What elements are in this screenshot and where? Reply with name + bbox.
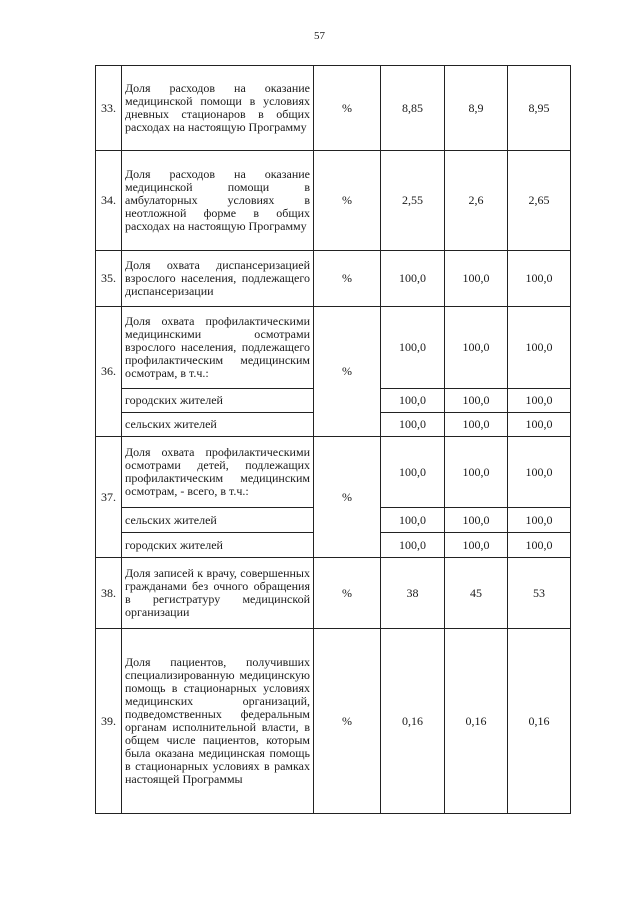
- subrow-name: городских жителей: [122, 533, 314, 558]
- table-row: [96, 151, 571, 251]
- value-cell: 8,95: [508, 66, 571, 151]
- value-cell: 100,0: [508, 437, 571, 508]
- value-cell: 38: [381, 558, 445, 629]
- unit-cell: %: [314, 629, 381, 814]
- value-cell: 0,16: [508, 629, 571, 814]
- value-cell: 100,0: [381, 533, 445, 558]
- value-cell: 8,85: [381, 66, 445, 151]
- value-cell: 100,0: [445, 251, 508, 307]
- value-cell: 100,0: [381, 307, 445, 389]
- subrow-name: сельских жителей: [122, 413, 314, 437]
- value-cell: 100,0: [381, 508, 445, 533]
- value-cell: 100,0: [508, 508, 571, 533]
- value-cell: 100,0: [445, 389, 508, 413]
- row-number: 34.: [96, 151, 122, 251]
- indicator-name: Доля расходов на оказание медицинской помощи в условиях дневных стационаров в общих расходах на настоящую Программу: [122, 66, 314, 151]
- value-cell: 0,16: [381, 629, 445, 814]
- value-cell: 53: [508, 558, 571, 629]
- value-cell: 100,0: [508, 389, 571, 413]
- row-number: 33.: [96, 66, 122, 151]
- value-cell: 100,0: [508, 413, 571, 437]
- unit-cell: %: [314, 437, 381, 558]
- indicator-name: Доля охвата профилактическими осмотрами детей, подлежащих профилактическим медицинским осмотрам, - всего, в т.ч.:: [122, 437, 314, 508]
- table-row: [96, 437, 571, 508]
- value-cell: 2,55: [381, 151, 445, 251]
- value-cell: 100,0: [381, 413, 445, 437]
- indicator-name: Доля пациентов, получивших специализированную медицинскую помощь в стационарных условиях медицинских организаций, подведомственных федеральным органам исполнительной власти, в общем числе пациентов, которым была оказана медицинская помощь в стационарных условиях в рамках настоящей Программы: [122, 629, 314, 814]
- value-cell: 100,0: [445, 413, 508, 437]
- value-cell: 100,0: [381, 251, 445, 307]
- subrow-name: городских жителей: [122, 389, 314, 413]
- table-row: [96, 66, 571, 151]
- value-cell: 45: [445, 558, 508, 629]
- row-number: 39.: [96, 629, 122, 814]
- table-row: [96, 307, 571, 389]
- indicator-name: Доля расходов на оказание медицинской помощи в амбулаторных условиях в неотложной форме в общих расходах на настоящую Программу: [122, 151, 314, 251]
- indicators-table: [95, 65, 571, 814]
- value-cell: 100,0: [508, 251, 571, 307]
- value-cell: 100,0: [508, 307, 571, 389]
- row-number: 38.: [96, 558, 122, 629]
- subrow-name: сельских жителей: [122, 508, 314, 533]
- value-cell: 2,6: [445, 151, 508, 251]
- row-number: 36.: [96, 307, 122, 437]
- table-row: [96, 251, 571, 307]
- table-row: [96, 558, 571, 629]
- value-cell: 8,9: [445, 66, 508, 151]
- value-cell: 100,0: [381, 389, 445, 413]
- page-number: 57: [314, 30, 325, 42]
- indicator-name: Доля охвата диспансеризацией взрослого населения, подлежащего диспансеризации: [122, 251, 314, 307]
- unit-cell: %: [314, 558, 381, 629]
- indicator-name: Доля охвата профилактическими медицинскими осмотрами взрослого населения, подлежащего профилактическим медицинским осмотрам, в т.ч.:: [122, 307, 314, 389]
- unit-cell: %: [314, 151, 381, 251]
- value-cell: 100,0: [445, 437, 508, 508]
- value-cell: 100,0: [508, 533, 571, 558]
- unit-cell: %: [314, 66, 381, 151]
- unit-cell: %: [314, 251, 381, 307]
- row-number: 35.: [96, 251, 122, 307]
- unit-cell: %: [314, 307, 381, 437]
- value-cell: 100,0: [445, 508, 508, 533]
- value-cell: 100,0: [445, 307, 508, 389]
- value-cell: 100,0: [445, 533, 508, 558]
- value-cell: 100,0: [381, 437, 445, 508]
- value-cell: 2,65: [508, 151, 571, 251]
- table-row: [96, 629, 571, 814]
- indicator-name: Доля записей к врачу, совершенных гражданами без очного обращения в регистратуру медицинской организации: [122, 558, 314, 629]
- row-number: 37.: [96, 437, 122, 558]
- value-cell: 0,16: [445, 629, 508, 814]
